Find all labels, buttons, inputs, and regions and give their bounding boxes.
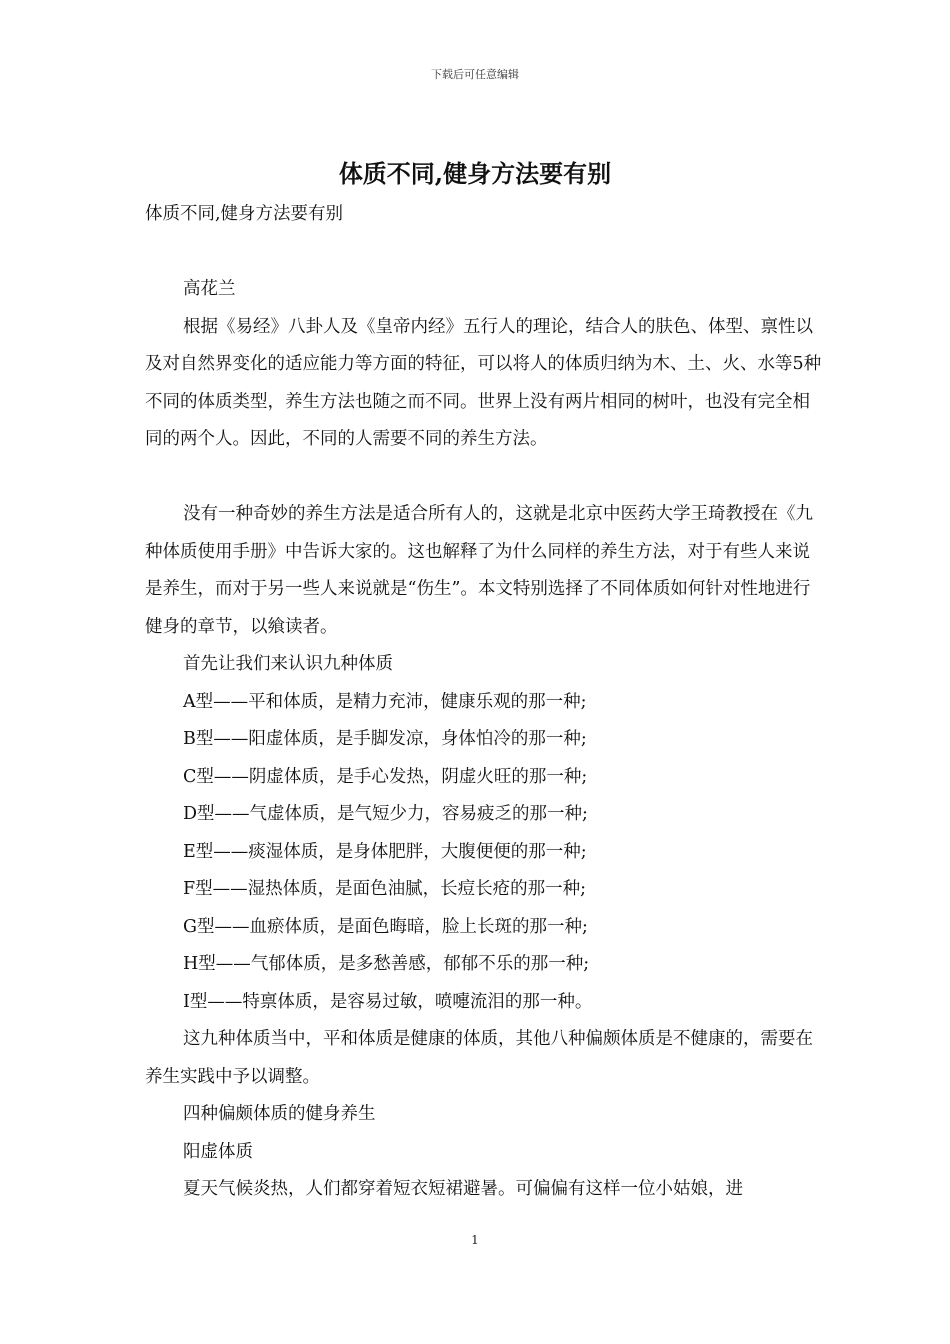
blank-line	[145, 234, 825, 272]
paragraph-4: 夏天气候炎热，人们都穿着短衣短裙避暑。可偏偏有这样一位小姑娘，进	[183, 1179, 743, 1199]
subsection-heading: 阳虚体质	[183, 1141, 253, 1162]
type-item-a: A型——平和体质，是精力充沛，健康乐观的那一种;	[183, 691, 587, 712]
types-intro: 首先让我们来认识九种体质	[183, 654, 393, 674]
paragraph-2: 没有一种奇妙的养生方法是适合所有人的，这就是北京中医药大学王琦教授在《九种体质使用手册》中告诉大家的。这也解释了为什么同样的养生方法，对于有些人来说是养生，而对于另一些人来说就是“伤生”。本文特别选择了不同体质如何针对性地进行健身的章节，以飨读者。	[145, 504, 813, 637]
type-item-b: B型——阳虚体质，是手脚发凉，身体怕冷的那一种;	[183, 729, 587, 749]
section-heading: 四种偏颇体质的健身养生	[183, 1104, 376, 1124]
type-item-h: H型——气郁体质，是多愁善感，郁郁不乐的那一种;	[183, 954, 590, 974]
document-body	[145, 196, 825, 1209]
blank-line	[145, 459, 825, 497]
author-name: 高花兰	[183, 279, 236, 299]
document-title: 体质不同,健身方法要有别	[338, 159, 612, 188]
type-item-c: C型——阴虚体质，是手心发热，阴虚火旺的那一种;	[183, 766, 588, 787]
paragraph-1: 根据《易经》八卦人及《皇帝内经》五行人的理论，结合人的肤色、体型、禀性以及对自然界变化的适应能力等方面的特征，可以将人的体质归纳为木、土、火、水等5种不同的体质类型，养生方法也随之而不同。世界上没有两片相同的树叶，也没有完全相同的两个人。因此，不同的人需要不同的养生方法。	[145, 316, 822, 449]
type-item-d: D型——气虚体质，是气短少力，容易疲乏的那一种;	[183, 804, 588, 824]
paragraph-3: 这九种体质当中，平和体质是健康的体质，其他八种偏颇体质是不健康的，需要在养生实践中予以调整。	[145, 1029, 813, 1087]
header-note: 下载后可任意编辑	[431, 68, 519, 81]
type-item-f: F型——湿热体质，是面色油腻，长痘长疮的那一种;	[183, 879, 587, 899]
type-item-g: G型——血瘀体质，是面色晦暗，脸上长斑的那一种;	[183, 916, 588, 937]
document-subtitle: 体质不同,健身方法要有别	[145, 204, 344, 224]
type-item-e: E型——痰湿体质，是身体肥胖，大腹便便的那一种;	[183, 841, 587, 862]
page-number: 1	[471, 1233, 479, 1247]
type-item-i: I型——特禀体质，是容易过敏，喷嚏流泪的那一种。	[183, 991, 593, 1012]
